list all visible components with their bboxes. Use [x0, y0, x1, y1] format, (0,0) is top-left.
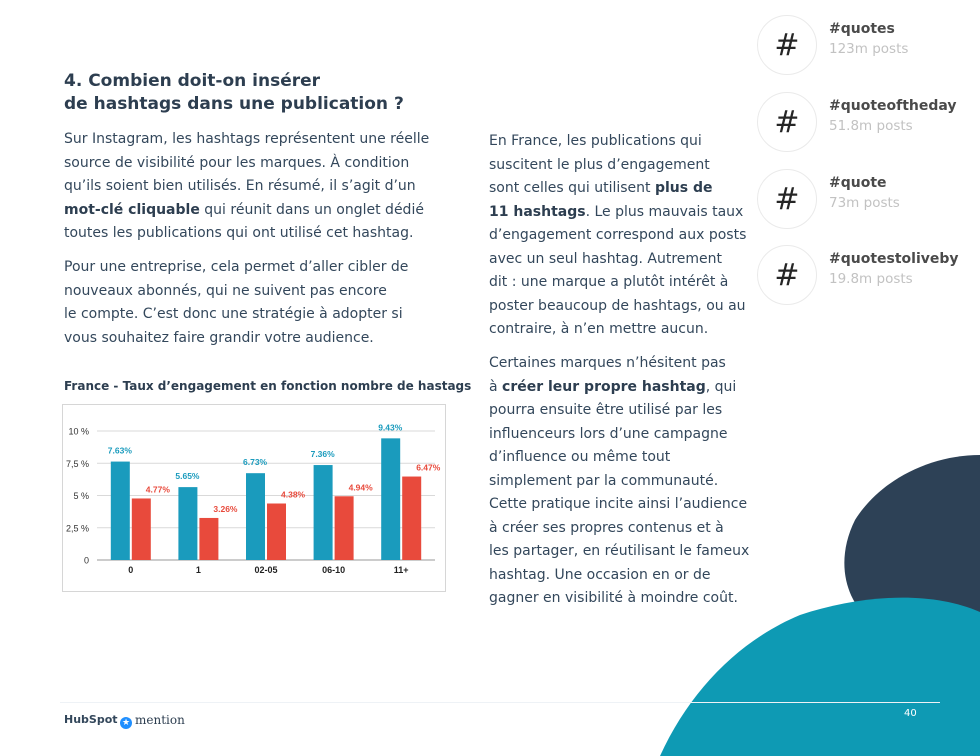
hashtag-post-count: 73m posts	[829, 195, 900, 211]
y-tick-label: 10 %	[68, 426, 89, 437]
text-line	[64, 199, 429, 223]
text-line: poster beaucoup de hashtags, ou au	[489, 297, 746, 314]
hashtag-post-count: 19.8m posts	[829, 271, 913, 287]
text-line: à créer ses propres contenus et à	[489, 519, 724, 536]
paragraph-own-hashtag	[489, 352, 749, 611]
text-line: pourra ensuite être utilisé par les	[489, 402, 723, 418]
text-line: vous souhaitez faire grandir votre audience.	[64, 329, 374, 346]
footer-divider	[60, 702, 940, 703]
chart-title: France - Taux d’engagement en fonction nombre de hastags	[64, 379, 472, 393]
text-line: nouveaux abonnés, qui ne suivent pas encore	[64, 282, 387, 299]
hash-icon: #	[757, 169, 817, 229]
text-line	[489, 177, 746, 201]
x-tick-label: 02-05	[254, 565, 278, 575]
text-line: gagner en visibilité à moindre coût.	[489, 590, 738, 606]
section-heading	[64, 70, 424, 116]
text-line: En France, les publications qui	[489, 133, 702, 149]
text-line: avec un seul hashtag. Autrement	[489, 250, 723, 267]
hashtag-name: #quoteoftheday	[829, 98, 957, 114]
text-line: hashtag. Une occasion en or de	[489, 566, 711, 583]
text-line	[489, 201, 746, 225]
text-line: les partager, en réutilisant le fameux	[489, 543, 750, 559]
bar-secondary	[199, 518, 218, 560]
text-line: Pour une entreprise, cela permet d’aller cibler de	[64, 259, 409, 275]
heading-line-2: de hashtags dans une publication ?	[64, 94, 404, 114]
text-line: toutes les publications qui ont utilisé cet hashtag.	[64, 225, 414, 241]
data-label: 6.47%	[416, 462, 441, 473]
data-label: 7.36%	[310, 449, 335, 460]
text-fragment: qui réunit dans un onglet dédié	[199, 201, 424, 218]
text-line: source de visibilité pour les marques. À condition	[64, 154, 410, 171]
x-tick-label: 11+	[393, 565, 409, 575]
bold-term: plus de	[654, 180, 713, 196]
paragraph-hashtags-visibility	[64, 128, 429, 246]
bar-with-hashtags	[381, 438, 400, 560]
data-label: 3.26%	[213, 503, 238, 514]
bar-with-hashtags	[178, 487, 197, 560]
bar-secondary	[402, 477, 421, 560]
bar-secondary	[335, 496, 354, 560]
text-line: simplement par la communauté.	[489, 472, 719, 489]
bar-with-hashtags	[246, 473, 265, 560]
x-tick-label: 1	[195, 565, 201, 575]
y-tick-label: 7,5 %	[65, 458, 89, 469]
mention-wordmark: mention	[135, 713, 185, 727]
hubspot-logo: HubSpot	[64, 713, 118, 726]
chart-canvas	[63, 405, 445, 591]
hash-icon: #	[757, 245, 817, 305]
heading-line-1: 4. Combien doit-on insérer	[64, 71, 321, 91]
y-tick-label: 5 %	[73, 491, 89, 501]
hashtag-name: #quotestoliveby	[829, 251, 959, 267]
bold-term: 11 hashtags	[489, 203, 586, 220]
text-line: contraire, à n’en mettre aucun.	[489, 321, 709, 337]
y-tick-label: 2,5 %	[65, 523, 89, 534]
text-line	[489, 376, 749, 400]
bold-term: mot-clé cliquable	[64, 201, 200, 218]
y-tick-label: 0	[83, 555, 89, 566]
paragraph-france-engagement	[489, 130, 746, 342]
engagement-bar-chart	[62, 404, 446, 592]
data-label: 5.65%	[175, 471, 200, 482]
hashtag-name: #quote	[829, 175, 887, 191]
text-line: le compte. C’est donc une stratégie à adopter si	[64, 306, 403, 322]
text-fragment: . Le plus mauvais taux	[585, 203, 744, 220]
text-line: Certaines marques n’hésitent pas	[489, 355, 726, 371]
data-label: 7.63%	[107, 445, 132, 456]
bold-term: créer leur propre hashtag	[502, 378, 706, 395]
data-label: 4.94%	[348, 482, 373, 493]
text-line: d’influence ou même tout	[489, 449, 671, 465]
bar-secondary	[132, 498, 151, 560]
text-line: qu’ils soient bien utilisés. En résumé, il s’agit d’un	[64, 178, 416, 194]
hashtag-post-count: 51.8m posts	[829, 118, 913, 134]
text-fragment: sont celles qui utilisent	[489, 180, 655, 196]
bar-secondary	[267, 503, 286, 560]
text-line: suscitent le plus d’engagement	[489, 156, 710, 173]
text-line: dit : une marque a plutôt intérêt à	[489, 274, 729, 290]
text-line: Cette pratique incite ainsi l’audience	[489, 496, 748, 512]
text-line: Sur Instagram, les hashtags représentent une réelle	[64, 131, 430, 147]
teal-blob	[660, 598, 980, 756]
data-label: 9.43%	[378, 422, 403, 433]
text-fragment: à	[489, 378, 503, 395]
hash-icon: #	[757, 15, 817, 75]
data-label: 6.73%	[243, 457, 268, 468]
data-label: 4.38%	[281, 489, 306, 500]
paragraph-business-benefit	[64, 256, 408, 350]
x-tick-label: 0	[128, 565, 134, 575]
bar-with-hashtags	[314, 465, 333, 560]
text-fragment: , qui	[705, 378, 737, 395]
text-line: d’engagement correspond aux posts	[489, 227, 747, 243]
hashtag-name: #quotes	[829, 21, 895, 37]
hash-icon: #	[757, 92, 817, 152]
mention-logo	[120, 713, 185, 729]
page-number: 40	[904, 708, 917, 719]
star-icon: ★	[121, 718, 131, 728]
bar-with-hashtags	[111, 462, 130, 560]
hashtag-post-count: 123m posts	[829, 41, 909, 57]
text-line: influenceurs lors d’une campagne	[489, 425, 728, 442]
x-tick-label: 06-10	[322, 565, 346, 575]
data-label: 4.77%	[145, 484, 170, 495]
